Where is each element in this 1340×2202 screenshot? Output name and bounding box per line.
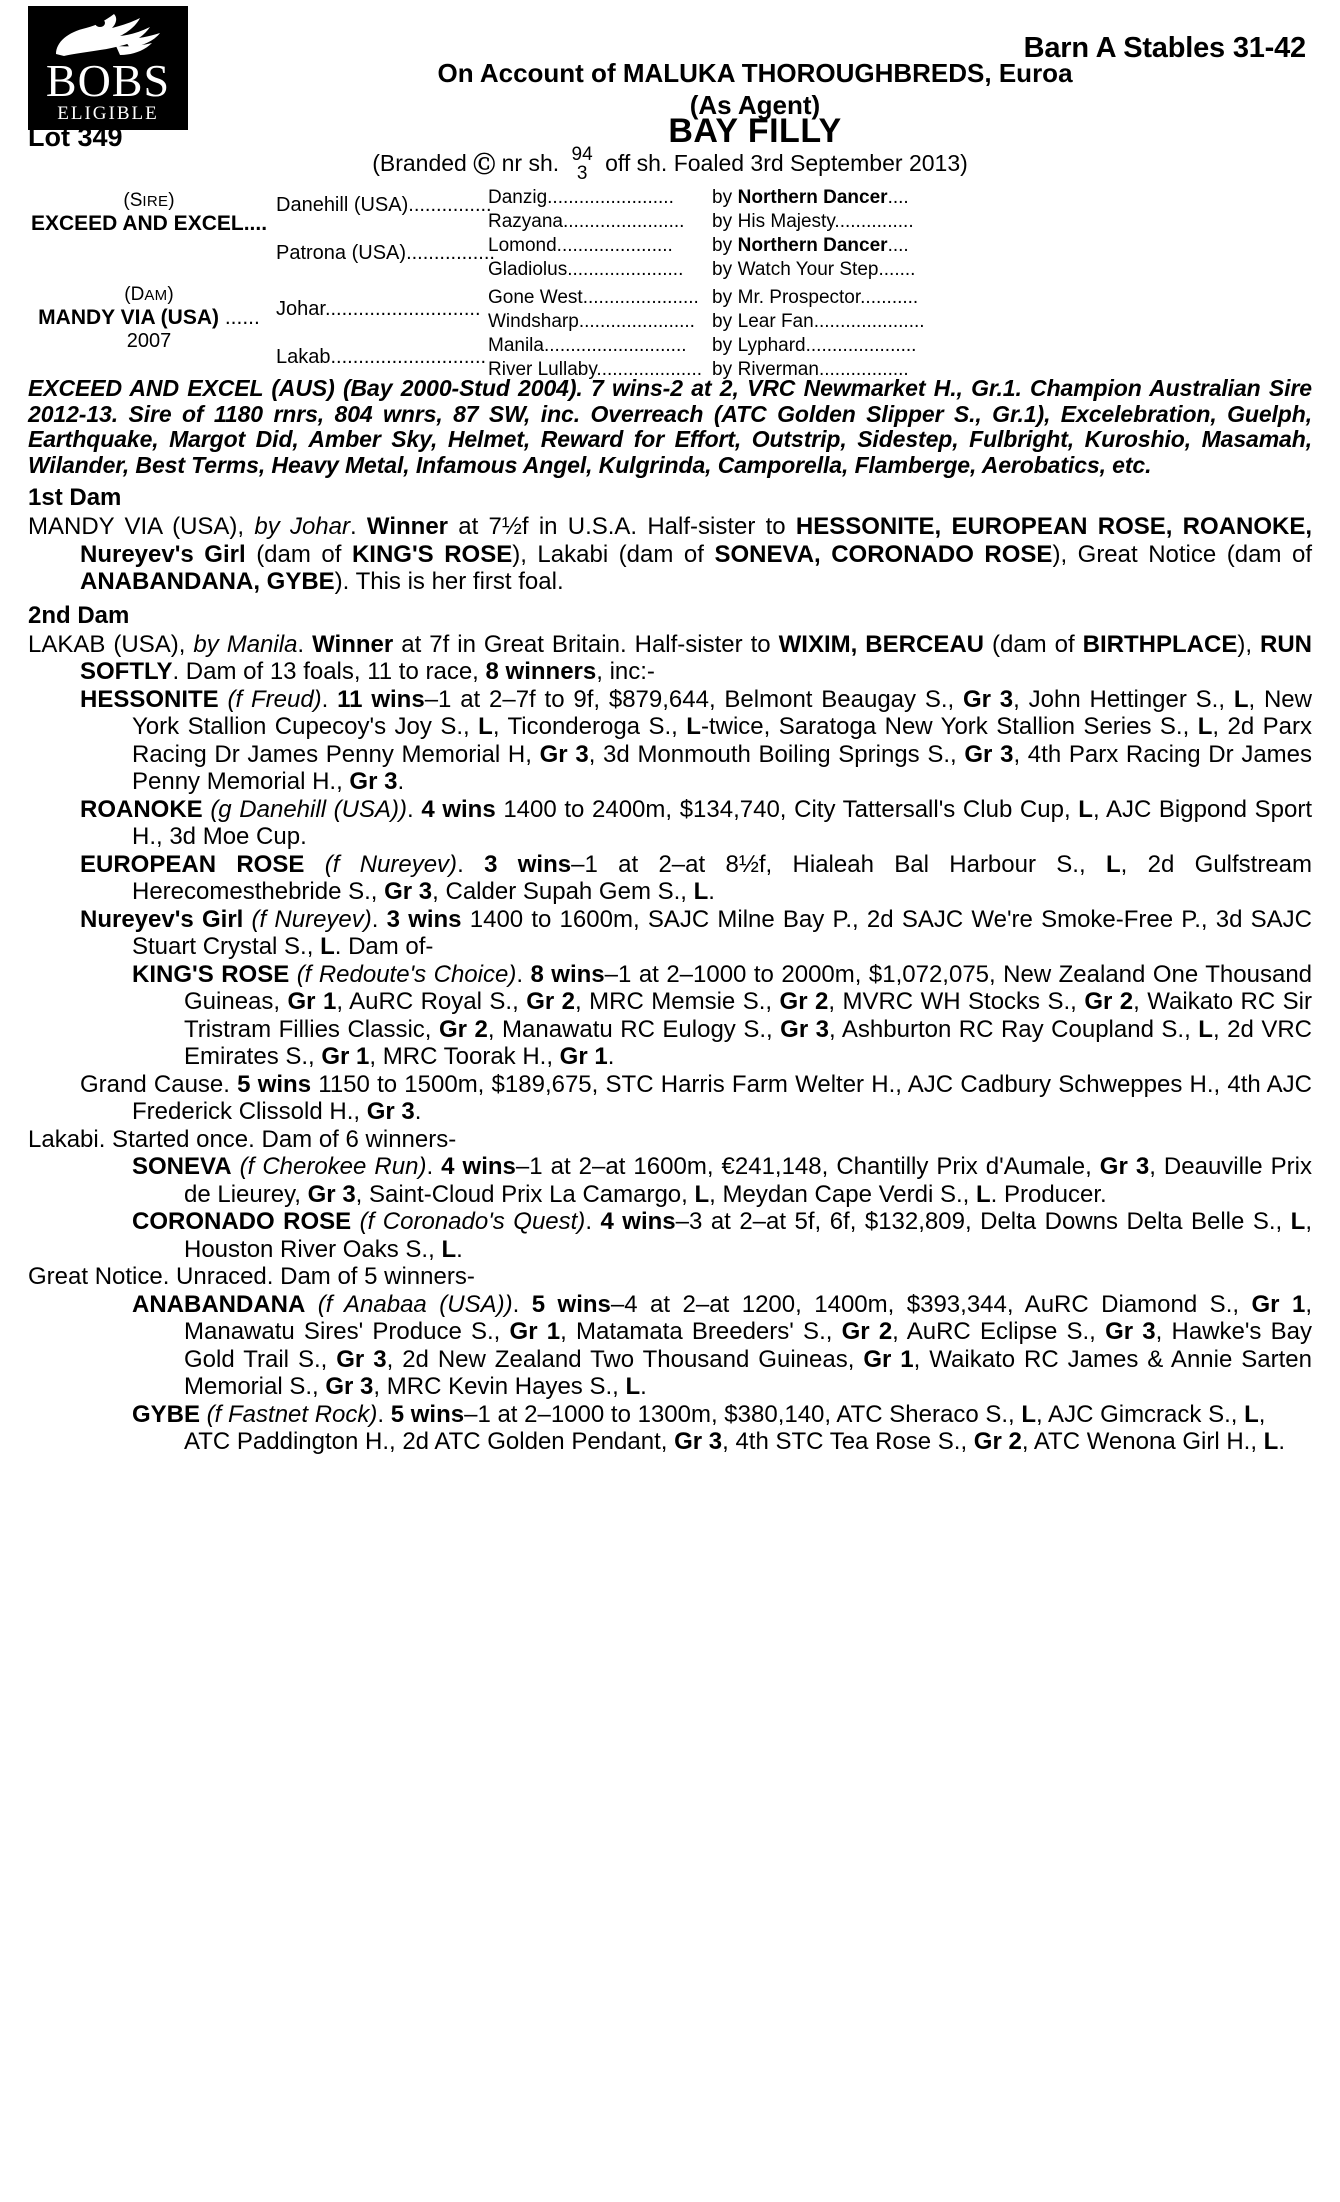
bold-run: Gr 1 [287,988,337,1015]
sire-label-smallcaps: IRE [142,193,169,210]
sire-gen3-2 [488,210,703,233]
gp-tail: .... [887,187,909,208]
gp-sire: Watch Your Step [737,259,879,280]
text-run: . [321,685,338,713]
pedigree-entry [28,686,1312,796]
gp-tail: .... [887,235,909,256]
dam-gen2-2 [276,346,487,369]
dam-label [28,284,270,306]
text-run: –4 at 2–at 1200, 1400m, $393,344, AuRC Diamond S., [610,1290,1252,1318]
bold-run: 5 wins [237,1070,312,1098]
text-run: . [377,1400,391,1428]
bold-run: Nureyev's Girl [80,905,244,933]
gp-by: by [712,311,733,332]
sire-gen3-1 [488,186,703,209]
text-run: . [607,1043,615,1070]
bold-run: Gr 3 [962,685,1014,713]
sire-name-dots: .... [243,212,268,235]
dam-label-close: ) [167,284,174,305]
text-run: –1 at 2–1000 to 2000m, $1,072,075, New Zealand One Thousand Guineas, [184,960,1313,1015]
gp-by: by [712,359,733,380]
text-run: , 4th STC Tea Rose S., [722,1428,974,1455]
bold-run: Gr 2 [779,988,829,1015]
text-run: , Hawke's Bay Gold Trail S., [184,1318,1312,1373]
gp-dots: ........................... [543,335,687,356]
bold-run: SONEVA [132,1153,232,1180]
bold-run: SONEVA, CORONADO ROSE [714,540,1053,568]
bold-run: 8 wins [530,960,605,988]
text-run: , 4th Parx Racing Dr James Penny Memorial H., [132,740,1313,795]
text-run: –1 at 2–at 8½f, Hialeah Bal Harbour S., [571,850,1106,878]
text-run: , Manawatu RC Eulogy S., [487,1015,781,1043]
bold-run: CORONADO ROSE [132,1208,352,1235]
italic-run: (f Redoute's Choice) [289,960,517,988]
text-run: . [1278,1428,1286,1455]
text-run: , ATC Wenona Girl H., [1021,1428,1264,1455]
dam-gen2-1-dots: ............................ [324,298,481,320]
bold-run: RUN SOFTLY [80,630,1312,685]
text-run: , 3d Monmouth Boiling Springs S., [588,740,965,768]
text-run: , Ticonderoga S., [492,713,687,740]
gp-sire: Mr. Prospector [737,287,861,308]
bold-run: 3 wins [484,850,572,878]
text-run: . Dam of 13 foals, 11 to race, [172,658,486,685]
bold-run: L [694,1180,710,1208]
bold-run: L [478,713,493,740]
gp-name: Windsharp [488,311,579,332]
gp-dots: ...................... [582,287,699,308]
bold-run: Gr 3 [1105,1318,1156,1345]
text-run: , 2d Parx Racing Dr James Penny Memorial H, [132,713,1313,768]
bold-run: L [1263,1428,1279,1455]
text-run: , Meydan Cape Verdi S., [709,1180,976,1208]
text-run: . [512,1290,532,1318]
italic-run: (f Fastnet Rock) [200,1400,378,1428]
sire-label-open: (S [123,190,143,211]
brand-mid: nr sh. [501,150,560,177]
text-run: 1400 to 2400m, $134,740, City Tattersall's Club Cup, [495,795,1079,823]
gp-by: by [712,235,733,256]
text-run: , Waikato RC Sir Tristram Fillies Classic, [184,988,1312,1043]
bold-run: Gr 2 [1084,988,1134,1015]
agent-line: (As Agent) [689,90,821,120]
bold-run: 11 wins [337,685,425,713]
text-run: at 7½f in U.S.A. Half-sister to [448,513,796,540]
gp-name: Danzig [488,187,548,208]
dam-heading: 2nd Dam [28,601,130,629]
text-run: , Saint-Cloud Prix La Camargo, [355,1180,695,1208]
dam-gen3-2 [488,310,703,333]
dam-gen3-3 [488,334,703,357]
branding-line [28,146,1312,184]
text-run: . [426,1153,442,1180]
gp-by: by [712,287,733,308]
text-run: –1 at 2–at 1600m, €241,148, Chantilly Prix d'Aumale, [515,1153,1100,1180]
text-run: , inc:- [596,658,655,685]
bold-run: Gr 1 [863,1345,914,1373]
text-run: 1400 to 1600m, SAJC Milne Bay P., 2d SAJC We're Smoke-Free P., 3d SAJC Stuart Crystal S., [132,905,1313,960]
sire-cell [28,190,270,236]
pedigree-entry [28,631,1312,686]
text-run: , AuRC Eclipse S., [892,1318,1106,1345]
sire-gen3-3 [488,234,703,257]
bold-run: Gr 2 [526,988,576,1015]
text-run: , MRC Toorak H., [369,1043,560,1070]
bold-run: 4 wins [600,1208,676,1235]
gp-dots: ...................... [567,259,684,280]
page-header [28,0,1312,182]
gp-name: River Lullaby [488,359,597,380]
bold-run: 5 wins [390,1400,465,1428]
bold-run: L [1198,1015,1213,1043]
bold-run: Winner [312,630,394,658]
italic-run: (f Nureyev) [243,905,372,933]
text-run: ), Lakabi (dam of [512,540,715,568]
bold-run: ROANOKE [80,795,203,823]
bold-run: L [1290,1208,1306,1235]
italic-run: by Manila [193,630,298,658]
text-run: –1 at 2–1000 to 1300m, $380,140, ATC Sheraco S., [464,1400,1022,1428]
sire-gen2-2-dots: ................ [406,242,495,264]
sire-gen3-2-by [712,210,942,233]
gp-sire: Lear Fan [737,311,814,332]
bold-run: L [441,1235,457,1263]
text-run: -twice, Saratoga New York Stallion Series S., [700,713,1198,740]
pedigree-entry [28,906,1312,961]
bold-run: ANABANDANA [132,1290,306,1318]
bold-run: L [1078,795,1093,823]
brand-number-stack [572,145,593,183]
logo-subtext: ELIGIBLE [57,103,159,124]
pedigree-entry [28,513,1312,596]
bold-run: Gr 3 [336,1345,387,1373]
sire-name [28,212,270,236]
sire-label [28,190,270,212]
dam-gen3-1-by [712,286,942,309]
italic-run: (f Nureyev) [304,850,458,878]
text-run: , MVRC WH Stocks S., [828,988,1085,1015]
text-run: ), [1237,630,1260,658]
bold-run: HESSONITE, EUROPEAN ROSE, ROANOKE, Nureyev's Girl [80,513,1312,568]
bold-run: L [625,1373,641,1400]
bold-run: L [1244,1400,1259,1428]
bold-run: Gr 3 [307,1180,356,1208]
bold-run: Gr 1 [321,1043,370,1070]
italic-run: by Johar [254,513,350,540]
text-run: , Matamata Breeders' S., [560,1318,842,1345]
text-run: , 2d VRC Emirates S., [184,1015,1313,1070]
bold-run: Winner [366,513,449,540]
italic-run: (g Danehill (USA)) [202,795,407,823]
bold-run: 5 wins [531,1290,611,1318]
bold-run: Gr 2 [973,1428,1022,1455]
logo-wordmark: BOBS [45,55,171,106]
dam-gen2-1 [276,298,481,321]
italic-run: (f Coronado's Quest) [351,1208,586,1235]
text-run: . [371,905,387,933]
dam-name [28,306,270,330]
gp-tail: ..................... [813,311,925,332]
bold-run: BIRTHPLACE [1082,630,1238,658]
text-run: (dam of [983,630,1083,658]
pedigree-entry [28,1291,1312,1401]
bold-run: L [693,878,709,905]
gp-name: Gone West [488,287,583,308]
sire-gen3-3-by [712,234,942,257]
dam-name-dots: ...... [219,306,260,329]
text-run: , Waikato RC James & Annie Sarten Memorial S., [184,1345,1312,1400]
text-run: Grand Cause. [80,1070,238,1098]
text-run: , John Hettinger S., [1013,685,1234,713]
gp-dots: ...................... [578,311,695,332]
text-run: , 2d New Zealand Two Thousand Guineas, [386,1345,864,1373]
text-run: , MRC Memsie S., [575,988,780,1015]
dam-sections [28,484,1312,1456]
bold-run: Gr 3 [964,740,1014,768]
dam-gen3-4 [488,358,703,381]
bold-run: 4 wins [441,1153,516,1180]
bold-run: Gr 3 [366,1098,415,1125]
dam-label-open: (D [124,284,145,305]
dam-cell [28,284,270,353]
sire-gen2-1-name: Danehill (USA) [276,194,409,216]
gp-tail: ................. [818,359,909,380]
pedigree-entry [28,1071,1312,1126]
gp-sire: Northern Dancer [737,187,888,208]
sire-name-text: EXCEED AND EXCEL [30,212,244,235]
brand-prefix: (Branded [372,150,467,177]
barn-location: Barn A Stables 31-42 [1023,32,1306,64]
pedigree-entry [28,796,1312,851]
sire-gen3-1-by [712,186,942,209]
text-run: . Dam of- [334,933,434,960]
bold-run: HESSONITE [80,685,219,713]
text-run: –3 at 2–at 5f, 6f, $132,809, Delta Downs Delta Belle S., [675,1208,1291,1235]
bold-run: Gr 3 [349,768,398,795]
text-run: Great Notice. Unraced. Dam of 5 winners- [28,1263,475,1290]
gp-dots: .................... [596,359,702,380]
gp-sire: Northern Dancer [737,235,888,256]
text-run: , ATC Paddington H., 2d ATC Golden Pendant, [184,1400,1266,1455]
text-run: , Deauville Prix de Lieurey, [184,1153,1312,1208]
pedigree-entry [28,1153,1312,1208]
text-run: . [349,513,367,540]
gp-name: Manila [488,335,544,356]
gp-by: by [712,335,733,356]
gp-sire: Riverman [737,359,819,380]
gp-by: by [712,211,733,232]
pedigree-entry [28,1401,1312,1456]
bold-run: Gr 3 [384,878,433,905]
text-run: . [456,1235,463,1263]
sire-gen3-4 [488,258,703,281]
italic-run: (f Anabaa (USA)) [305,1290,513,1318]
dam-gen3-2-by [712,310,942,333]
text-run: . [297,630,313,658]
bold-run: 8 winners [485,658,597,685]
gp-by: by [712,187,733,208]
dam-year: 2007 [126,330,172,352]
text-run: , Calder Supah Gem S., [432,878,694,905]
lot-number: Lot 349 [28,122,123,152]
text-run: ). This is her first foal. [334,568,564,595]
dam-gen3-4-by [712,358,942,381]
dam-name-text: MANDY VIA (USA) [38,306,219,329]
bold-run: WIXIM, BERCEAU [778,630,984,658]
colour-and-sex: BAY FILLY [668,112,842,150]
text-run: , AJC Bigpond Sport H., 3d Moe Cup. [132,795,1313,850]
gp-sire: Lyphard [737,335,806,356]
text-run: (dam of [245,540,352,568]
gp-tail: ..................... [805,335,917,356]
gp-dots: ...................... [556,235,673,256]
gp-sire: His Majesty [737,211,835,232]
text-run: 1150 to 1500m, $189,675, STC Harris Farm Welter H., AJC Cadbury Schweppes H., 4th AJC Frederick Clissold H., [132,1070,1312,1125]
bold-run: L [1021,1400,1037,1428]
bold-run: KING'S ROSE [351,540,513,568]
text-run: , AJC Gimcrack S., [1036,1400,1245,1428]
bold-run: Gr 3 [539,740,589,768]
gp-name: Lomond [488,235,557,256]
text-run: MANDY VIA (USA), [28,513,255,540]
text-run: , AuRC Royal S., [336,988,527,1015]
pedigree-table [28,186,1312,380]
text-run: . [516,960,531,988]
pedigree-entry [28,851,1312,906]
gp-dots: ........................ [547,187,674,208]
bold-run: Gr 3 [325,1373,374,1400]
bold-run: Gr 3 [674,1428,723,1455]
text-run: . [414,1098,422,1125]
dam-gen3-3-by [712,334,942,357]
sire-gen2-1-dots: ............... [408,194,492,216]
brand-number-top: 94 [571,144,593,165]
dam-gen2-2-dots: ............................ [330,346,487,368]
bold-run: Gr 2 [841,1318,893,1345]
bold-run: L [1105,850,1121,878]
dam-gen2-1-name: Johar [276,298,325,320]
bold-run: KING'S ROSE [132,960,290,988]
bold-run: ANABANDANA, GYBE [80,568,335,595]
bold-run: 4 wins [421,795,496,823]
bold-run: Gr 3 [780,1015,830,1043]
brand-number-bottom: 3 [576,163,588,184]
text-run: . [407,795,422,823]
sire-label-close: ) [168,190,175,211]
gp-dots: ....................... [563,211,685,232]
bobs-eligible-logo [28,6,188,130]
text-run: , Houston River Oaks S., [184,1208,1313,1263]
text-run: . [708,878,715,905]
text-run: , New York Stallion Cupecoy's Joy S., [132,685,1312,740]
bold-run: Gr 2 [438,1015,488,1043]
text-run: . [640,1373,647,1400]
bold-run: EUROPEAN ROSE [80,850,305,878]
bold-run: Gr 1 [509,1318,561,1345]
vendor-line: On Account of MALUKA THOROUGHBREDS, Euroa [437,58,1073,88]
text-run: –1 at 2–7f to 9f, $879,644, Belmont Beaugay S., [424,685,963,713]
text-run: , Ashburton RC Ray Coupland S., [829,1015,1199,1043]
dam-label-smallcaps: AM [144,287,168,304]
text-run: at 7f in Great Britain. Half-sister to [393,630,779,658]
gp-tail: ....... [878,259,916,280]
text-run: , 2d Gulfstream Herecomesthebride S., [132,850,1313,905]
bold-run: GYBE [132,1400,201,1428]
bold-run: L [975,1180,991,1208]
gp-tail: ........... [860,287,919,308]
pedigree-entry [28,1263,1312,1291]
sire-gen2-2 [276,242,495,265]
pedigree-entry [28,1208,1312,1263]
italic-run: (f Freud) [218,685,322,713]
bold-run: Gr 1 [559,1043,608,1070]
bold-run: Gr 1 [1251,1290,1306,1318]
gp-tail: ............... [834,211,914,232]
text-run: ), Great Notice (dam of [1052,540,1312,568]
bold-run: Gr 3 [1099,1153,1150,1180]
dam-gen2-2-name: Lakab [276,346,331,368]
text-run: . [457,850,485,878]
bold-run: 3 wins [386,905,462,933]
text-run: , MRC Kevin Hayes S., [373,1373,626,1400]
text-run: , Manawatu Sires' Produce S., [184,1290,1312,1345]
bold-run: L [320,933,335,960]
sire-summary-paragraph: EXCEED AND EXCEL (AUS) (Bay 2000-Stud 2004). 7 wins-2 at 2, VRC Newmarket H., Gr.1. Champion Australian Sire 2012-13. Sire of 1180 rnrs, 804 wnrs, 87 SW, inc. Overreach (ATC Golden Slipper S., Gr.1), Excelebration, Guelph, Earthquake, Margot Did, Amber Sky, Helmet, Reward for Effort, Outstrip, Sidestep, Fulbright, Kuroshio, Masamah, Wilander, Best Terms, Heavy Metal, Infamous Angel, Kulgrinda, Camporella, Flamberge, Aerobatics, etc. [28,375,1312,478]
bold-run: L [1197,713,1213,740]
text-run: . [585,1208,601,1235]
gp-by: by [712,259,733,280]
text-run: LAKAB (USA), [28,630,194,658]
text-run: Lakabi. Started once. Dam of 6 winners- [28,1125,457,1153]
text-run: . Producer. [990,1180,1107,1208]
sire-gen2-1 [276,194,492,217]
brand-mark-icon: Ⓒ [473,153,496,179]
pedigree-entry [28,961,1312,1071]
dam-heading: 1st Dam [28,484,122,511]
gp-name: Gladiolus [488,259,568,280]
brand-suffix: off sh. Foaled 3rd September 2013) [605,150,968,177]
text-run: . [397,768,405,795]
gp-name: Razyana [488,211,563,232]
dam-gen3-1 [488,286,703,309]
pedigree-entry [28,1126,1312,1154]
bold-run: L [1233,685,1249,713]
sire-gen3-4-by [712,258,942,281]
bold-run: L [686,713,701,740]
italic-run: (f Cherokee Run) [231,1153,427,1180]
sire-gen2-2-name: Patrona (USA) [276,242,407,264]
